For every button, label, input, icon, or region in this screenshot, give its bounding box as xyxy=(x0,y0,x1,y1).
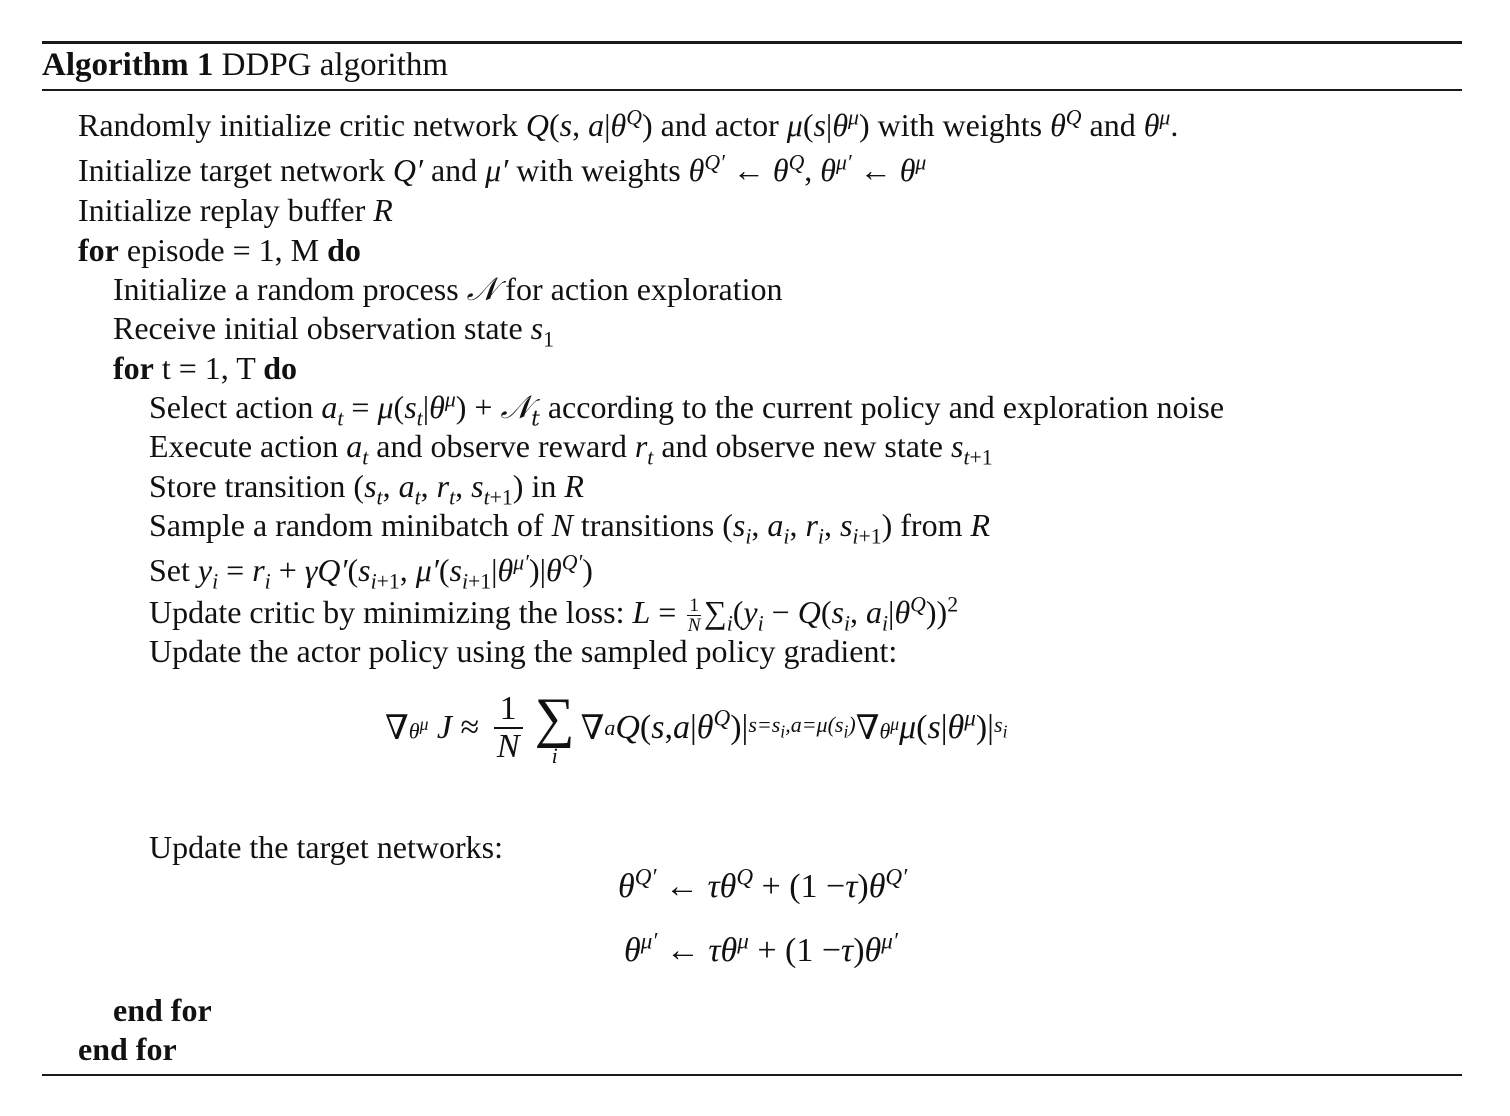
algorithm-heading xyxy=(42,45,448,85)
math-critic: Q xyxy=(525,107,549,143)
heading-rule xyxy=(42,89,1462,91)
step-end-for-outer: end for xyxy=(78,1031,177,1067)
algorithm-title: DDPG algorithm xyxy=(221,47,449,83)
step-update-target: Update the target networks: xyxy=(149,829,503,865)
step-init-critic-actor: Randomly initialize critic network Q(s, $a|\theta^Q$) and actor $\mu(s|\theta^\mu)$ with weights $\theta^Q$ and $\theta^\mu$. xyxy=(78,105,1179,143)
policy-gradient-equation: ∇ $\theta^\mu$ J ≈ $\frac{1}{N}$ ∑ i ∇ a Q ( s , a | $\theta^Q$ )| $s=s_i,a=\mu(s_i)$ ∇ $\theta^\mu$ μ ( s | $\theta^\mu$ )| $s_i$ xyxy=(385,687,1008,768)
step-init-noise: Initialize a random process 𝒩 for action exploration xyxy=(113,270,783,308)
bottom-rule xyxy=(42,1074,1462,1076)
step-init-target: Initialize target network Q′ and μ′ with weights $\theta^{Q'}$ ← $\theta^Q$, $\theta^{\mu'}$ ← $\theta^\mu$ xyxy=(78,150,927,188)
critic-target-update-equation: $\theta^{Q'}$ ← $\tau\theta^Q$ + (1 − τ ) $\theta^{Q'}$ xyxy=(618,864,908,905)
step-store-transition: Store transition ($s_t$, $a_t$, $r_t$, $s_{t+1}$) in R xyxy=(149,468,584,510)
top-rule xyxy=(42,41,1462,44)
step-init-buffer: Initialize replay buffer R xyxy=(78,192,393,228)
math-actor: μ xyxy=(786,107,803,143)
step-update-actor: Update the actor policy using the sampled policy gradient: xyxy=(149,633,898,669)
step-update-critic: Update critic by minimizing the loss: L = $\frac{1}{N}$ $\sum_i(y_i - Q(s_i$, $a_i|\theta^Q))^2$ xyxy=(149,592,959,637)
step-execute-action: Execute action $a_t$ and observe reward $r_t$ and observe new state $s_{t+1}$ xyxy=(149,428,993,470)
algorithm-label: Algorithm 1 xyxy=(42,47,214,83)
step-end-for-inner: end for xyxy=(113,992,212,1028)
step-receive-observation: Receive initial observation state $s_1$ xyxy=(113,310,554,352)
step-set-target: Set $y_i = r_i + \gamma Q'(s_{i+1}$, $\mu'(s_{i+1}|\theta^{\mu'})|\theta^{Q'}$) xyxy=(149,550,593,594)
step-for-t: for t = 1, T do xyxy=(113,350,297,386)
actor-target-update-equation: $\theta^{\mu'}$ ← $\tau\theta^\mu$ + (1 − τ ) $\theta^{\mu'}$ xyxy=(624,928,898,969)
step-select-action: Select action $a_t = \mu(s_t|\theta^\mu)$ + 𝒩$_t$ according to the current policy and exploration noise xyxy=(149,387,1225,432)
step-for-episode: for episode = 1, M do xyxy=(78,232,361,268)
step-sample-minibatch: Sample a random minibatch of N transitions ($s_i$, $a_i$, $r_i$, $s_{i+1}$) from R xyxy=(149,507,990,549)
